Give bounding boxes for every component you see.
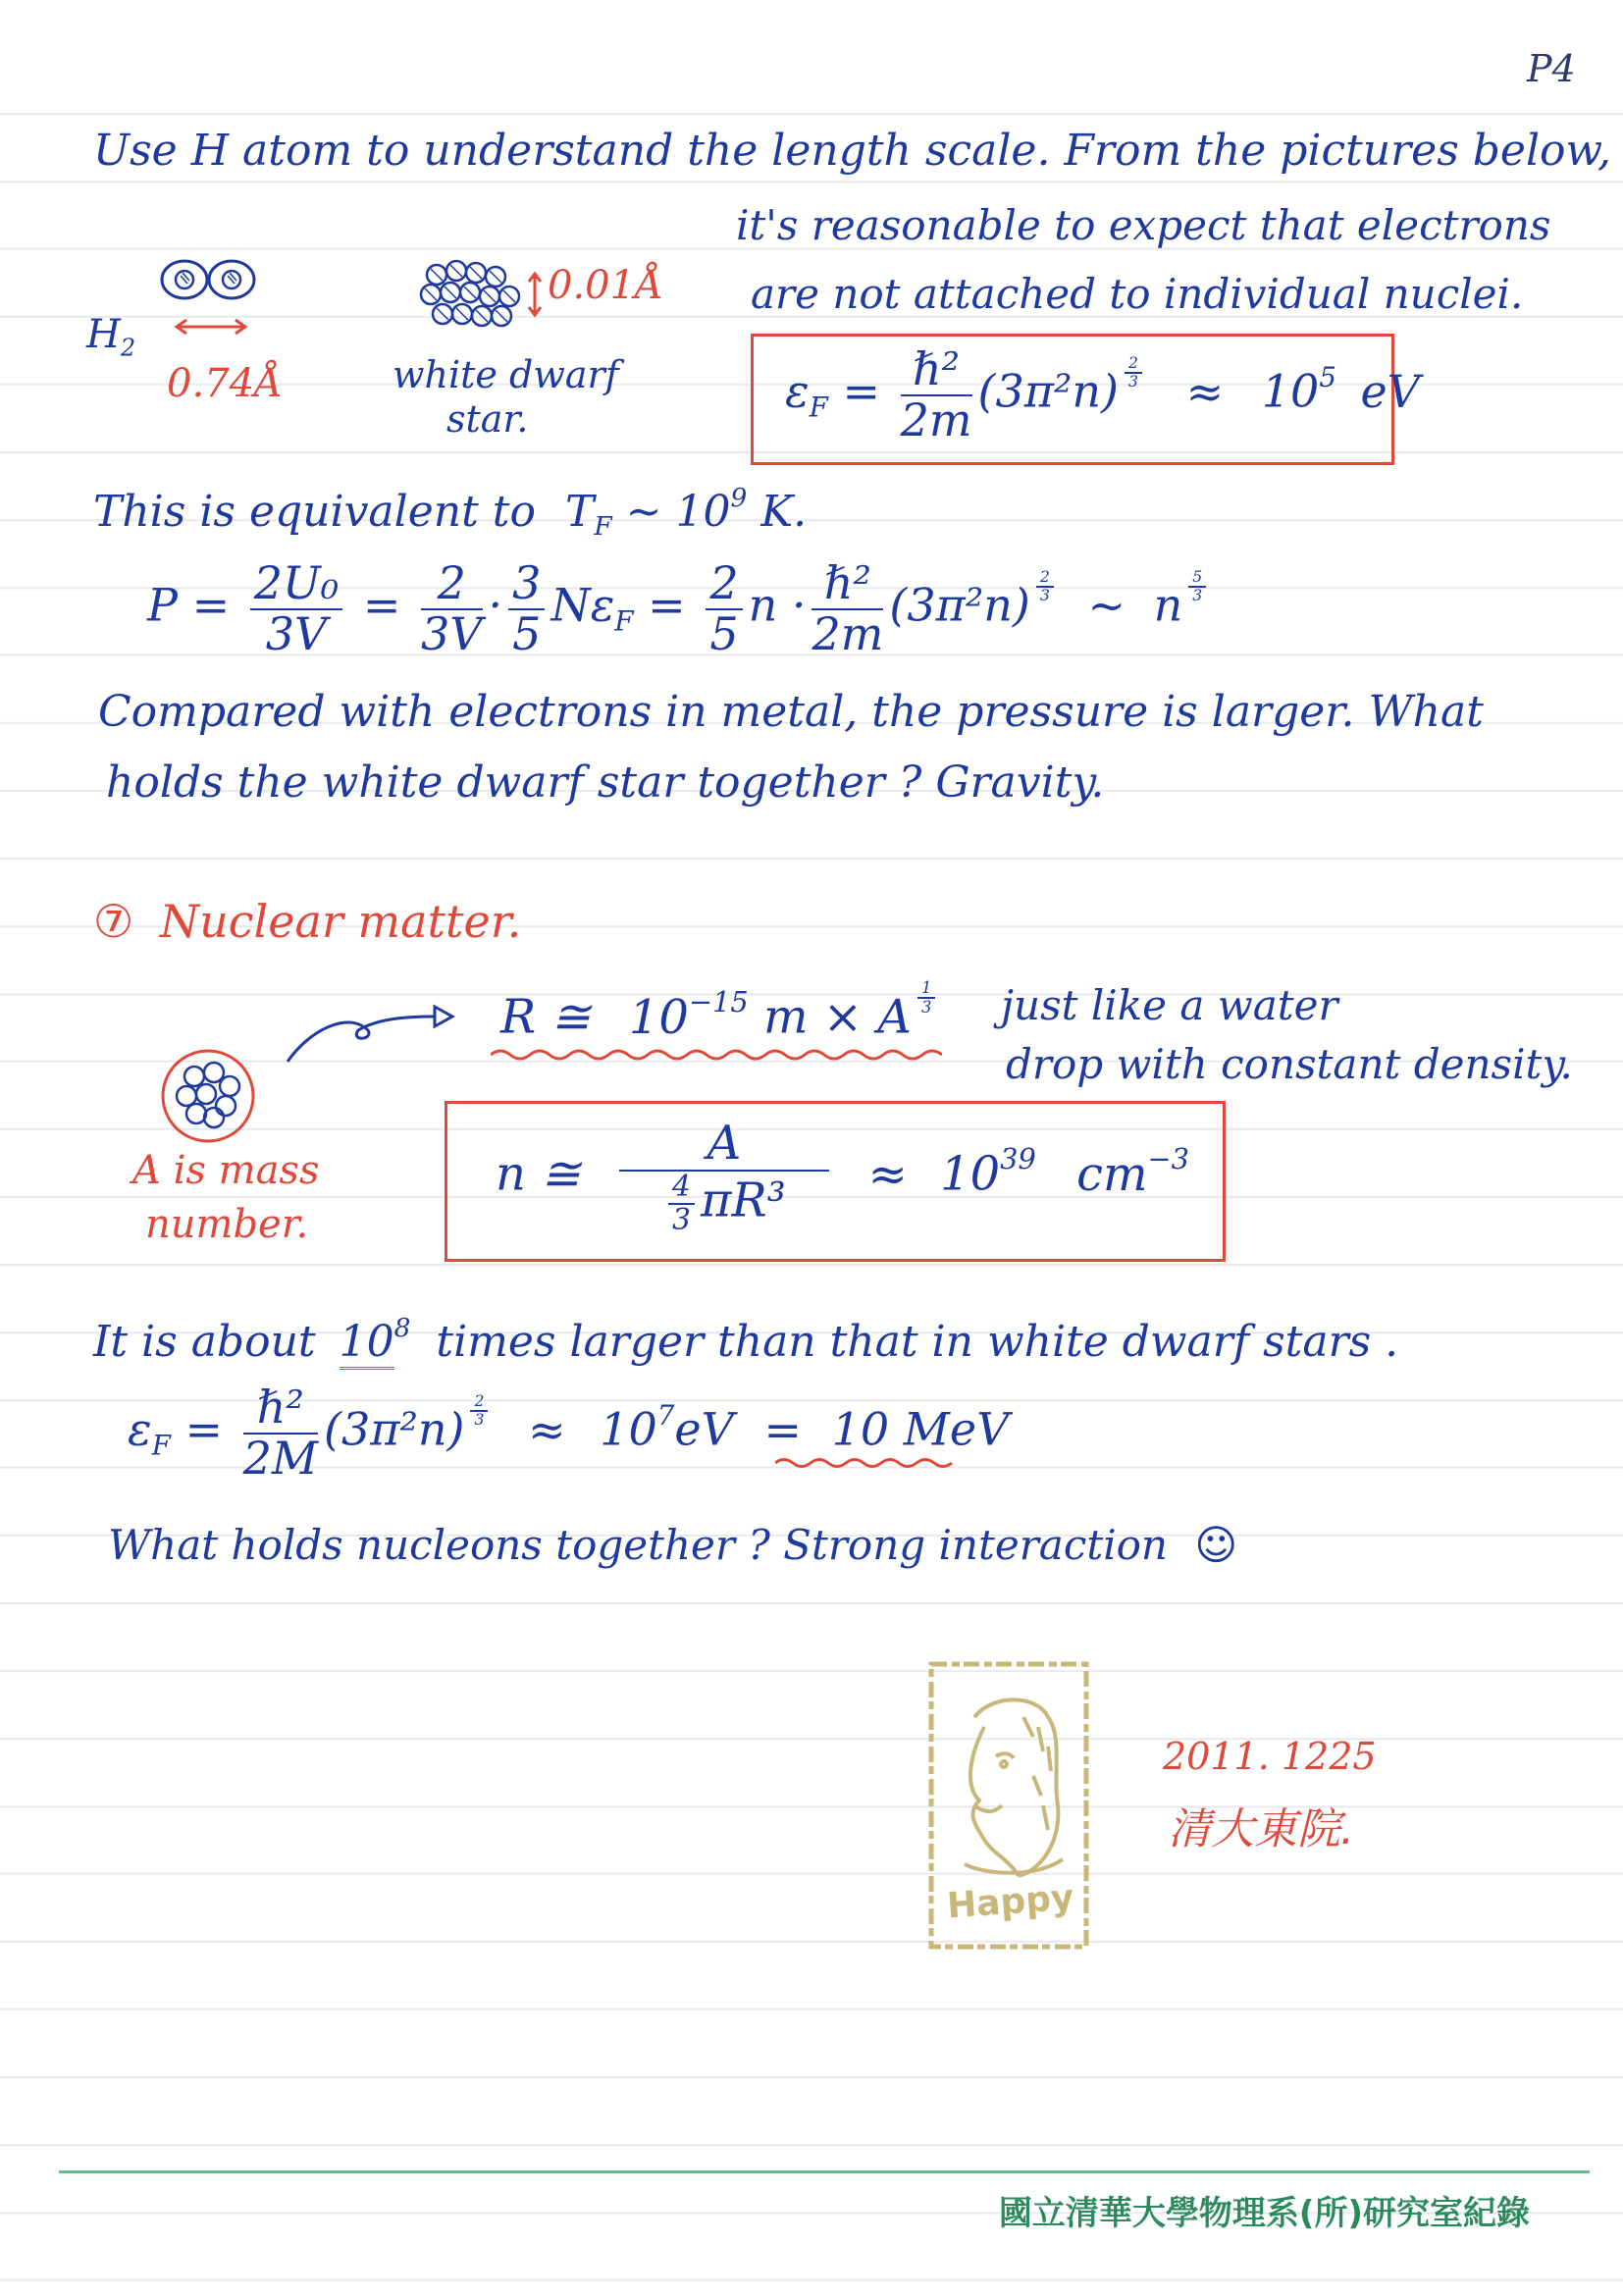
n-epsilon: Nε [550,578,615,632]
footer-label: 國立清華大學物理系(所)研究室紀錄 [998,2194,1530,2233]
result-base: 10 [1261,364,1320,418]
intro-line-2: it's reasonable to expect that electrons [736,201,1551,249]
frac-4-den: 5 [709,606,739,660]
nucleon-power: 7 [656,1398,675,1432]
radius-equation [500,979,941,1045]
density-approx: ≈ [867,1146,908,1202]
smiley-icon: ☺ [1194,1521,1238,1569]
footer-rule [59,2170,1590,2173]
exponent-fraction [1125,352,1142,391]
exponent-denominator: 3 [1128,371,1138,391]
temperature-unit: K. [760,486,808,537]
temperature-symbol: T [564,486,595,537]
frac-3-num: 3 [508,559,545,610]
density-unit: cm [1076,1146,1148,1202]
radius-lhs: R ≅ [500,989,591,1045]
approx-sign: ≈ [1185,364,1225,418]
nucleon-exponent [470,1390,488,1429]
exponent-numerator: 2 [1125,355,1142,374]
four: 4 [668,1172,695,1205]
closing-text: What holds nucleons together ? Strong interaction [108,1521,1168,1569]
nucleus-label-1: A is mass [132,1148,320,1193]
stamp-text: Happy [945,1877,1075,1927]
nucleus-label-2: number. [145,1202,309,1247]
eq-sign-2: = [362,578,401,632]
pressure-frac-1 [250,556,342,660]
nucleon-base: 10 [600,1402,657,1456]
h2-molecule-diagram [147,250,285,339]
density-base: 10 [940,1146,1001,1202]
fraction-numerator: ℏ² [901,345,972,396]
result-unit: eV [1360,364,1420,418]
n-exponent [1188,566,1206,604]
radius-unit: m × A [763,989,912,1045]
water-drop-line-1: just like a water [1001,981,1338,1029]
frac-2-den: 3V [421,606,483,660]
ratio-post: times larger than that in white dwarf stars . [436,1316,1399,1367]
ratio-base: 10 [340,1317,394,1370]
pressure-equation [147,556,1212,660]
a-exp-num: 1 [917,979,935,999]
pressure-n: n [1153,578,1183,632]
frac-1-num: 2U₀ [250,559,342,610]
frac-4-num: 2 [706,559,742,610]
pressure-tilde: ~ [1087,578,1126,632]
nucleon-approx: ≈ [528,1402,566,1456]
section-title: Nuclear matter. [159,895,522,948]
n-exp-num: 5 [1188,569,1206,588]
density-numerator: A [619,1119,830,1172]
frac-2-num: 2 [421,559,483,610]
nucleon-fermi-symbol: ε [128,1402,152,1456]
nucleon-unit: eV [674,1402,734,1456]
pressure-exp-num: 2 [1036,569,1054,588]
nucleon-exp-num: 2 [470,1393,488,1412]
pressure-exponent [1036,566,1054,604]
intro-line-1: Use H atom to understand the length scale. From the pictures below, [93,126,1611,176]
nucleon-eq-sign: = [184,1402,224,1456]
fermi-symbol: ε [785,364,810,418]
temperature-exponent: 9 [730,483,748,513]
a-exp-den: 3 [920,997,932,1017]
pressure-symbol: P [147,578,178,632]
ratio-exponent: 8 [393,1313,411,1343]
pressure-paren: (3π²n) [889,578,1030,632]
white-dwarf-lattice-diagram [417,257,525,336]
frac-5-den: 2m [812,606,884,660]
pressure-frac-2 [421,556,483,660]
compare-line-2: holds the white dwarf star together ? Gravity. [106,757,1105,808]
temperature-subscript: F [594,511,612,543]
happy-stamp [925,1658,1092,1957]
pointer-arrow [280,991,456,1070]
h2-bond-length: 0.74Å [167,361,283,406]
frac-1-den: 3V [265,606,328,660]
intro-line-3: are not attached to individual nuclei. [751,270,1524,318]
radius-base: 10 [628,989,689,1045]
n-exp-den: 3 [1192,585,1203,604]
frac-5-num: ℏ² [812,559,883,610]
result-exponent: 5 [1319,360,1336,393]
paren-term: (3π²n) [977,364,1119,418]
frac-3-den: 5 [512,606,542,660]
temperature-text: This is equivalent to [93,486,536,537]
density-equation [496,1116,1189,1237]
eq-sign-1: = [191,578,231,632]
density-fraction [619,1116,830,1237]
three: 3 [672,1202,691,1237]
white-dwarf-label-2: star. [446,397,529,441]
section-heading [93,895,521,948]
n-dot: n · [748,578,807,632]
signature-name: 清大東院. [1168,1804,1354,1854]
pressure-frac-3 [508,556,545,660]
pressure-frac-4 [706,556,742,660]
white-dwarf-label-1: white dwarf [393,353,619,396]
dot-operator: · [488,578,503,632]
closing-line [108,1521,1237,1569]
page-number: P4 [1527,47,1576,90]
eq-sign-3: = [648,578,686,632]
signature-date: 2011. 1225 [1163,1735,1377,1778]
nucleon-result: 10 MeV [831,1402,1010,1456]
ratio-line [93,1313,1398,1367]
temperature-line [93,483,807,542]
radius-underline [491,1045,942,1065]
nucleon-frac-num: ℏ² [243,1383,318,1435]
radius-exponent: −15 [688,985,749,1019]
nucleus-sketch [157,1045,260,1148]
nucleon-frac-den: 2M [242,1431,319,1485]
ratio-pre: It is about [93,1316,316,1367]
fraction-denominator: 2m [900,392,972,446]
mev-underline [775,1454,962,1472]
nucleon-fermi-subscript: F [151,1429,171,1462]
h2-subscript: 2 [120,334,136,362]
fermi-subscript: F [809,391,828,424]
a-exponent [917,979,935,1016]
nucleon-exp-den: 3 [474,1409,485,1429]
pressure-exp-den: 3 [1039,585,1050,604]
pressure-frac-5 [812,556,884,660]
nucleon-hbar-fraction [243,1383,318,1483]
temperature-base: 10 [675,486,731,537]
fermi-energy-electron-eq [785,342,1420,446]
pi-r-cubed: πR³ [700,1173,786,1228]
section-number: ⑦ [93,895,134,948]
nucleon-paren: (3π²n) [324,1402,465,1456]
dwarf-spacing-label: 0.01Å [548,263,663,308]
compare-line-1: Compared with electrons in metal, the pressure is larger. What [98,687,1484,737]
nucleon-eq-sign-2: = [763,1402,802,1456]
density-exponent: 39 [1000,1141,1036,1175]
equals-sign: = [842,364,881,418]
n-epsilon-sub: F [614,604,634,638]
h2-label [86,312,135,361]
density-lhs: n ≅ [496,1146,581,1202]
dwarf-spacing-arrow [525,270,545,319]
water-drop-line-2: drop with constant density. [1006,1040,1573,1088]
density-denominator [619,1169,830,1237]
density-unit-exponent: −3 [1147,1141,1189,1175]
temperature-tilde: ~ [625,486,662,537]
h2-letter: H [86,312,121,357]
hbar-over-2m-fraction [900,342,972,446]
four-thirds [668,1169,695,1237]
